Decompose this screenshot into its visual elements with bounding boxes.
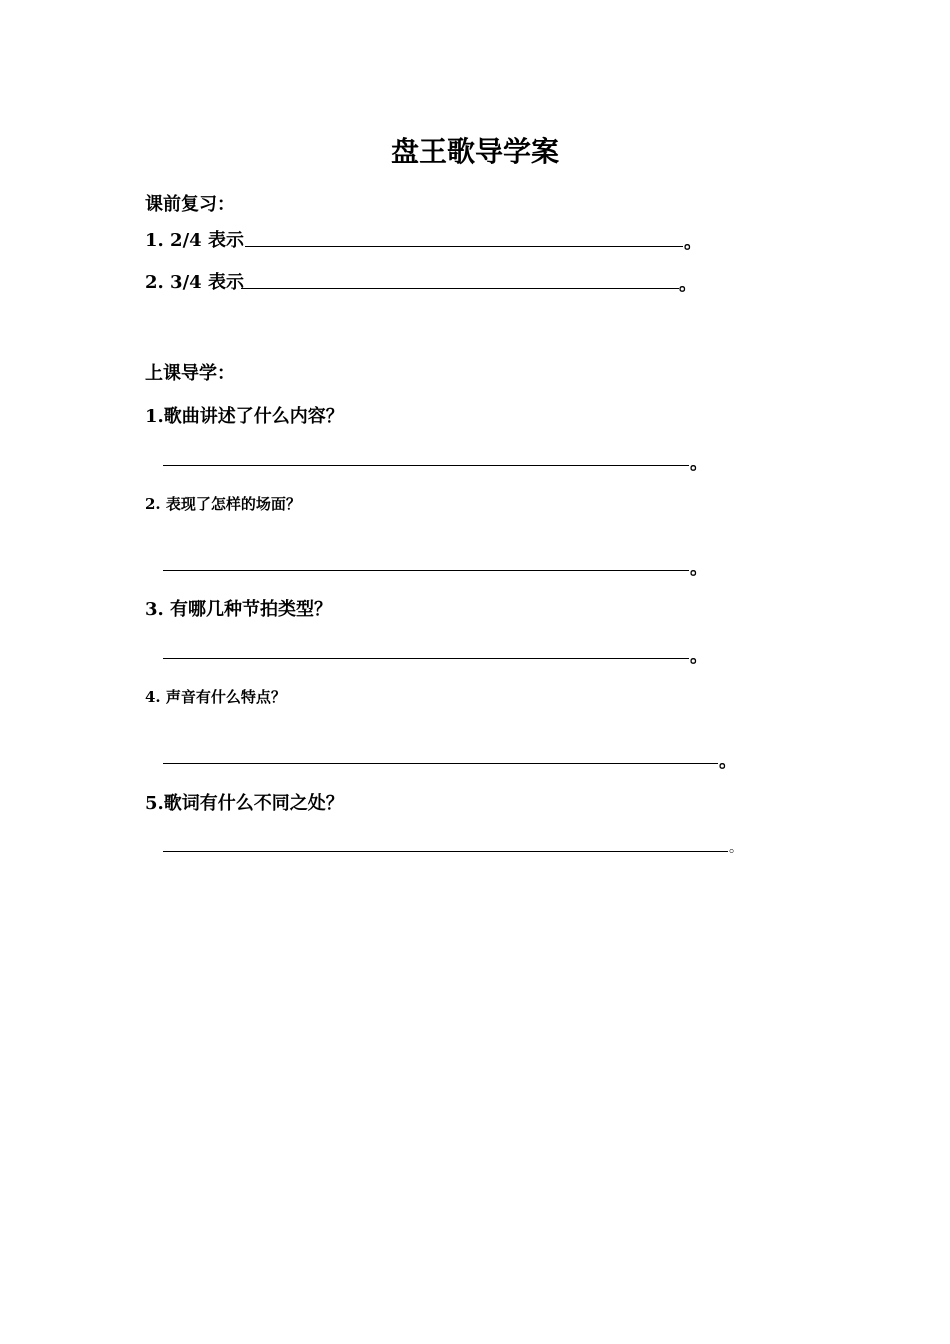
- review-heading: 课前复习：: [145, 194, 235, 215]
- review-item-2-period: 。: [679, 274, 697, 295]
- guide-question-5-period: 。: [729, 840, 743, 856]
- guide-heading: 上课导学：: [145, 363, 235, 384]
- review-item-1-answer-line[interactable]: [245, 246, 683, 247]
- guide-question-5: 5.歌词有什么不同之处？: [145, 793, 344, 814]
- guide-question-2: 2. 表现了怎样的场面？: [145, 495, 301, 513]
- guide-question-3: 3. 有哪几种节拍类型？: [145, 599, 333, 620]
- page-title: 盘王歌导学案: [390, 135, 559, 168]
- guide-question-3-answer-line[interactable]: [163, 658, 689, 659]
- review-item-2-label: 2. 3/4 表示: [145, 272, 244, 293]
- guide-question-4-period: 。: [719, 751, 737, 772]
- guide-question-4-answer-line[interactable]: [163, 763, 718, 764]
- guide-question-1-period: 。: [690, 453, 708, 474]
- review-item-1-label: 1. 2/4 表示: [145, 230, 244, 251]
- guide-question-1: 1.歌曲讲述了什么内容？: [145, 406, 344, 427]
- review-item-1-period: 。: [684, 232, 702, 253]
- guide-question-2-period: 。: [690, 558, 708, 579]
- guide-question-3-period: 。: [690, 646, 708, 667]
- guide-question-4: 4. 声音有什么特点？: [145, 688, 286, 706]
- guide-question-1-answer-line[interactable]: [163, 465, 689, 466]
- guide-question-5-answer-line[interactable]: [163, 851, 728, 852]
- review-item-2-answer-line[interactable]: [241, 288, 679, 289]
- guide-question-2-answer-line[interactable]: [163, 570, 689, 571]
